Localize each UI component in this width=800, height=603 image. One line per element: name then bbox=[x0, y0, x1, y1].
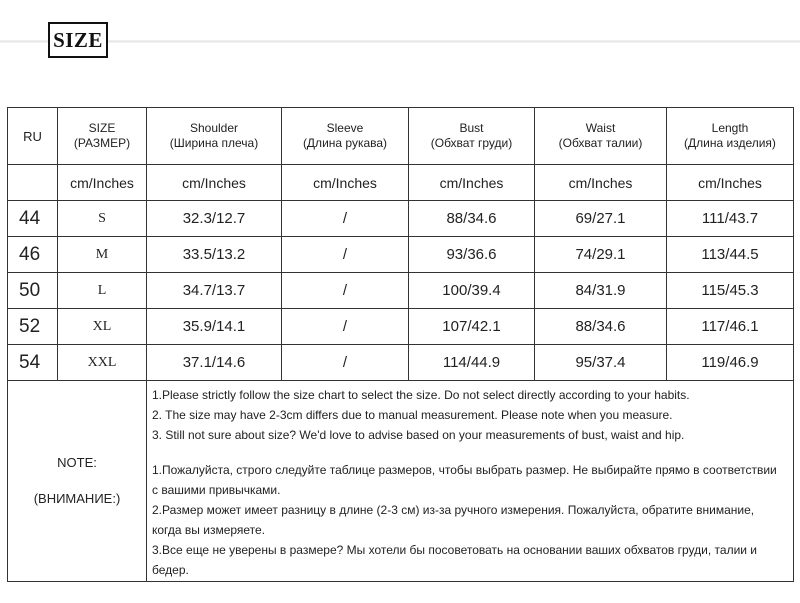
ru-size-cell: 52 bbox=[8, 309, 58, 345]
shoulder-cell: 33.5/13.2 bbox=[147, 237, 282, 273]
col-header-bust: Bust (Обхват груди) bbox=[409, 108, 535, 165]
ru-size-cell: 50 bbox=[8, 273, 58, 309]
waist-cell: 69/27.1 bbox=[535, 201, 667, 237]
unit-cell bbox=[8, 165, 58, 201]
note-line-ru: 2.Размер может имеет разницу в длине (2-3 см) из-за ручного измерения. Пожалуйста, обратите внимание, bbox=[152, 503, 755, 517]
size-badge: SIZE bbox=[48, 22, 108, 58]
note-line-en: 1.Please strictly follow the size chart to select the size. Do not select directly according to your habits. bbox=[152, 388, 690, 402]
bust-cell: 107/42.1 bbox=[409, 309, 535, 345]
note-label bbox=[8, 381, 147, 582]
size-chart-table bbox=[7, 107, 794, 582]
length-cell: 111/43.7 bbox=[667, 201, 794, 237]
table-row bbox=[8, 309, 794, 345]
sleeve-cell: / bbox=[282, 345, 409, 381]
col-header-size: SIZE (РАЗМЕР) bbox=[58, 108, 147, 165]
waist-cell: 84/31.9 bbox=[535, 273, 667, 309]
length-cell: 115/45.3 bbox=[667, 273, 794, 309]
table-row bbox=[8, 345, 794, 381]
col-header-sleeve: Sleeve (Длина рукава) bbox=[282, 108, 409, 165]
note-line-ru: 1.Пожалуйста, строго следуйте таблице размеров, чтобы выбрать размер. Не выбирайте прямо в соответствии bbox=[152, 463, 777, 477]
header-row bbox=[8, 108, 794, 165]
table-row bbox=[8, 273, 794, 309]
col-header-ru: RU bbox=[8, 108, 58, 165]
note-line-ru: когда вы измеряете. bbox=[152, 523, 266, 537]
table-row bbox=[8, 237, 794, 273]
length-cell: 113/44.5 bbox=[667, 237, 794, 273]
waist-cell: 74/29.1 bbox=[535, 237, 667, 273]
header-divider bbox=[0, 40, 800, 43]
ru-size-cell: 46 bbox=[8, 237, 58, 273]
bust-cell: 100/39.4 bbox=[409, 273, 535, 309]
note-line-en: 2. The size may have 2-3cm differs due to manual measurement. Please note when you measure. bbox=[152, 408, 673, 422]
col-header-waist: Waist (Обхват талии) bbox=[535, 108, 667, 165]
sleeve-cell: / bbox=[282, 237, 409, 273]
size-cell: L bbox=[58, 273, 147, 309]
unit-cell: cm/Inches bbox=[667, 165, 794, 201]
length-cell: 119/46.9 bbox=[667, 345, 794, 381]
ru-size-cell: 44 bbox=[8, 201, 58, 237]
waist-cell: 95/37.4 bbox=[535, 345, 667, 381]
bust-cell: 93/36.6 bbox=[409, 237, 535, 273]
table-row bbox=[8, 201, 794, 237]
sleeve-cell: / bbox=[282, 273, 409, 309]
note-label-en: NOTE: bbox=[57, 455, 97, 470]
unit-cell: cm/Inches bbox=[147, 165, 282, 201]
waist-cell: 88/34.6 bbox=[535, 309, 667, 345]
note-line-ru: 3.Все еще не уверены в размере? Мы хотели бы посоветовать на основании ваших обхватов груди, талии и бедер. bbox=[152, 543, 758, 577]
ru-size-cell: 54 bbox=[8, 345, 58, 381]
shoulder-cell: 37.1/14.6 bbox=[147, 345, 282, 381]
note-label-ru: (ВНИМАНИЕ:) bbox=[33, 491, 121, 506]
note-row bbox=[8, 381, 794, 582]
unit-row bbox=[8, 165, 794, 201]
note-text bbox=[147, 381, 794, 582]
size-cell: M bbox=[58, 237, 147, 273]
shoulder-cell: 32.3/12.7 bbox=[147, 201, 282, 237]
bust-cell: 88/34.6 bbox=[409, 201, 535, 237]
note-line-ru: с вашими привычками. bbox=[152, 483, 281, 497]
size-cell: XXL bbox=[58, 345, 147, 381]
unit-cell: cm/Inches bbox=[282, 165, 409, 201]
size-cell: XL bbox=[58, 309, 147, 345]
size-cell: S bbox=[58, 201, 147, 237]
sleeve-cell: / bbox=[282, 309, 409, 345]
unit-cell: cm/Inches bbox=[535, 165, 667, 201]
unit-cell: cm/Inches bbox=[58, 165, 147, 201]
unit-cell: cm/Inches bbox=[409, 165, 535, 201]
shoulder-cell: 35.9/14.1 bbox=[147, 309, 282, 345]
bust-cell: 114/44.9 bbox=[409, 345, 535, 381]
length-cell: 117/46.1 bbox=[667, 309, 794, 345]
col-header-length: Length (Длина изделия) bbox=[667, 108, 794, 165]
sleeve-cell: / bbox=[282, 201, 409, 237]
shoulder-cell: 34.7/13.7 bbox=[147, 273, 282, 309]
col-header-shoulder: Shoulder (Ширина плеча) bbox=[147, 108, 282, 165]
note-line-en: 3. Still not sure about size? We'd love to advise based on your measurements of bust, waist and hip. bbox=[152, 428, 685, 442]
